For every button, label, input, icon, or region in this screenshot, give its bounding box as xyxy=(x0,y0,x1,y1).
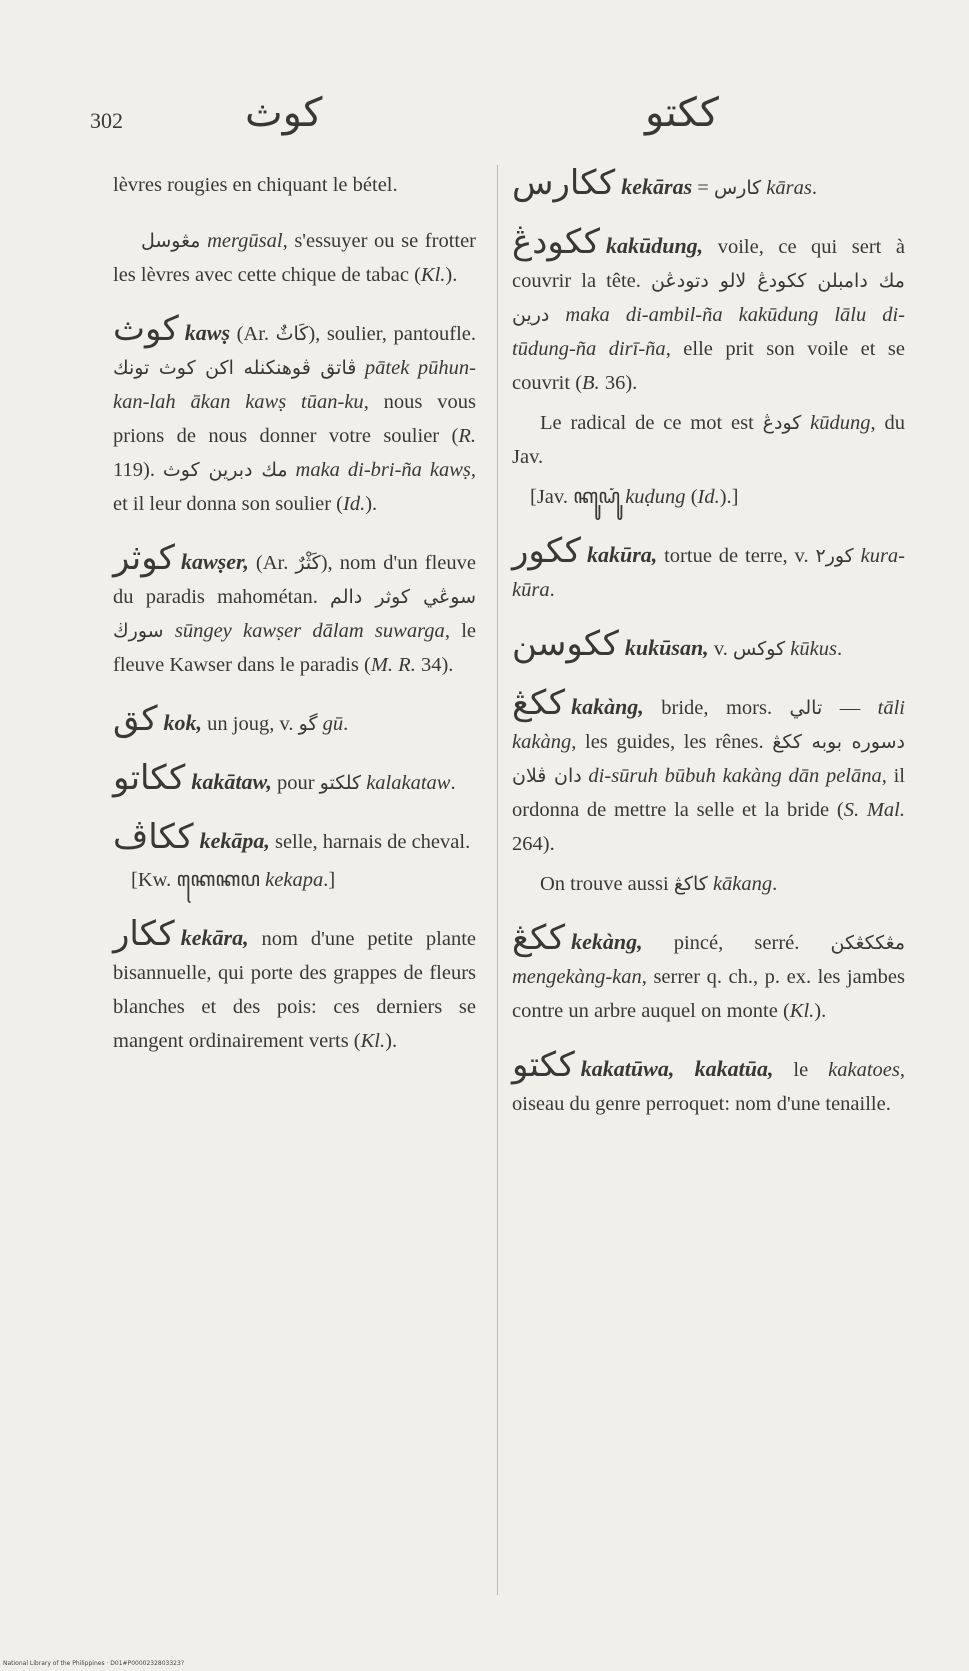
javanese-script: ꦏꦺꦏꦥ xyxy=(176,869,261,891)
entry-kakudung: ككودڠ kakūdung, voile, ce qui sert à couvrir la tête. مك دامبلن ككودڠ لالو دتودڠن درين maka di-ambil-ña kakūdung lālu di-tūdung-ña dirī-ña, elle prit son voile et se couvrit (B. 36). xyxy=(512,222,906,394)
headword-arabic: ككار xyxy=(113,914,175,954)
entry-kakang: ككڠ kakàng, bride, mors. تالي — tāli kakàng, les guides, les rênes. دسوره بوبه ككڠ دان ڤلان di-sūruh būbuh kakàng dān pelāna, il ordonna de mettre la selle et la bride (S. Mal. 264). xyxy=(512,683,905,855)
javanese-script: ꦏꦸꦝꦸꦁ xyxy=(573,486,621,508)
right-column xyxy=(512,163,906,1143)
headword-arabic: ككتو xyxy=(512,1045,575,1085)
entry-kekapa-note: [Kw. ꦏꦺꦏꦥ kekapa.] xyxy=(131,869,336,891)
headword-arabic: ككارس xyxy=(512,163,616,203)
entry-kakudung-note: [Jav. ꦏꦸꦝꦸꦁ kuḍung (Id.).] xyxy=(530,486,739,508)
headword-arabic: ككاتو xyxy=(113,758,186,798)
entry-kekang: ككڠ kekàng, pincé, serré. مڠككڠكن mengekàng-kan, serrer q. ch., p. ex. les jambes contre un arbre auquel on monte (Kl.). xyxy=(512,918,905,1022)
headword: kekāra, xyxy=(180,925,249,950)
entry-kok: كق kok, un joug, v. گو gū. xyxy=(113,699,349,739)
scan-credit: National Library of the Philippines · D01#P0000232803323? xyxy=(3,1660,184,1667)
entry-kekapa: ككاڤ kekāpa, selle, harnais de cheval. xyxy=(113,817,471,857)
headword: kukūsan, xyxy=(624,635,709,660)
headword-arabic: ككاڤ xyxy=(113,817,194,857)
entry-mergusal: مڠوسل mergūsal, s'essuyer ou se frotter les lèvres avec cette chique de tabac (Kl.). xyxy=(113,230,477,286)
headword: kakūra, xyxy=(586,542,658,567)
left-column xyxy=(113,168,476,1080)
headword: kekāpa, xyxy=(199,828,270,853)
entry-continuation: lèvres rougies en chiquant le bétel. xyxy=(113,174,398,196)
headword: kawṣer, xyxy=(180,549,249,574)
entry-kakang-variant: On trouve aussi كاكڠ kākang. xyxy=(540,873,778,895)
entry-kakatuwa: ككتو kakatūwa, kakatūa, le kakatoes, oiseau du genre perroquet: nom d'une tenaille. xyxy=(512,1045,906,1115)
headword: kok, xyxy=(163,710,203,735)
entry-kaws: كوث kawṣ (Ar. كَاثٌ), soulier, pantoufle. ڤاتق ڤوهنكنله اكن كوث تونك pātek pūhun-kan-lah ākan kawṣ tūan-ku, nous vous prions de nous donner votre soulier (R. 119). مك دبرين كوث maka di-bri-ña kawṣ, et il leur donna son soulier (Id.). xyxy=(113,309,477,515)
entry-kakataw: ككاتو kakātaw, pour كلكتو kalakataw. xyxy=(113,758,456,798)
headword-arabic: كوثر xyxy=(113,538,175,578)
headword: kakātaw, xyxy=(191,769,272,794)
entry-kawser: كوثر kawṣer, (Ar. كَثْرٌ), nom d'un fleuve du paradis mahométan. سوڠي كوثر دالم سورڬ sūngey kawṣer dālam suwarga, le fleuve Kawser dans le paradis (M. R. 34). xyxy=(113,538,477,676)
entry-kukusan: ككوسن kukūsan, v. كوكس kūkus. xyxy=(512,624,843,664)
headword: kekàng, xyxy=(571,929,643,954)
page-header xyxy=(80,88,889,148)
right-running-head: ككتو xyxy=(645,90,719,136)
headword: kekāras xyxy=(621,174,693,199)
headword-arabic: ككڠ xyxy=(512,918,566,958)
headword: kakatūwa, kakatūa, xyxy=(580,1056,774,1081)
entry-kakura: ككور kakūra, tortue de terre, v. كور٢ kura-kūra. xyxy=(512,531,906,601)
headword-arabic: كق xyxy=(113,699,158,739)
headword-arabic: كوث xyxy=(113,309,179,349)
left-running-head: كوث xyxy=(245,90,323,136)
headword: kakūdung, xyxy=(605,233,704,258)
column-divider xyxy=(497,165,498,1595)
headword-arabic: ككوسن xyxy=(512,624,619,664)
headword-arabic: ككور xyxy=(512,531,581,571)
headword: kakàng, xyxy=(571,694,644,719)
entry-kekaras: ككارس kekāras = كارس kāras. xyxy=(512,163,817,203)
headword: kawṣ xyxy=(184,320,231,345)
entry-kekara: ككار kekāra, nom d'une petite plante bisannuelle, qui porte des grappes de fleurs blanches et des pois: ces derniers se mangent ordinairement verts (Kl.). xyxy=(113,914,476,1052)
headword-arabic: ككڠ xyxy=(512,683,566,723)
headword-arabic: ككودڠ xyxy=(512,222,600,262)
entry-kakudung-radical: Le radical de ce mot est كودڠ kūdung, du Jav. xyxy=(512,412,905,468)
page-number: 302 xyxy=(90,108,123,133)
